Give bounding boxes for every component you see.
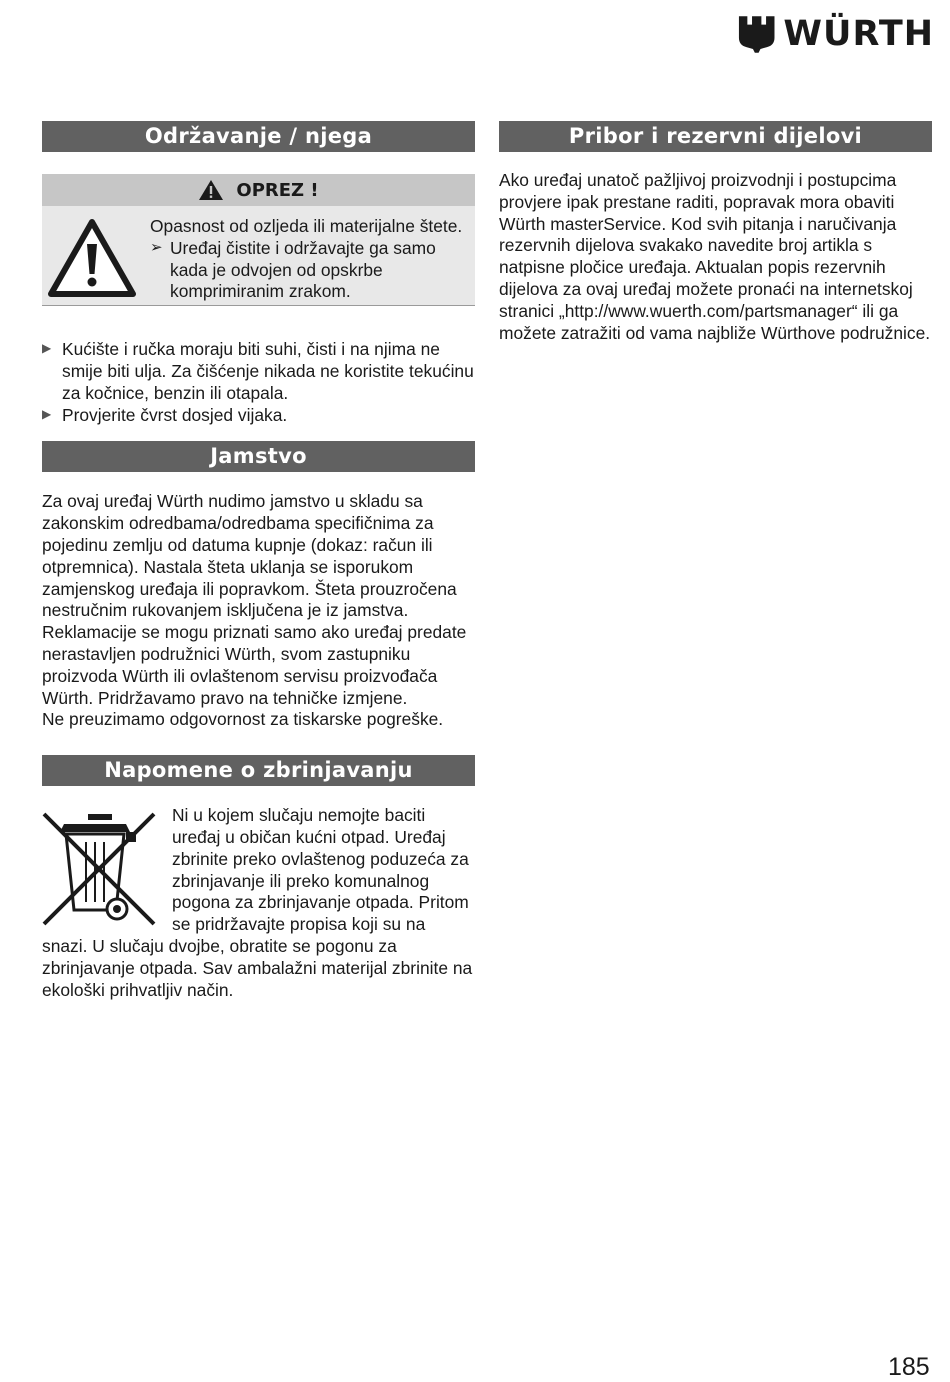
wurth-logo [738,10,934,58]
caution-text: Opasnost od ozljeda ili materijalne štete. [150,216,463,236]
caution-step-text: Uređaj čistite i održavajte ga samo kada je odvojen od opskrbe komprimiranim zrakom. [170,237,436,302]
warranty-text: Za ovaj uređaj Würth nudimo jamstvo u skladu sa zakonskim odredbama/odredbama specifičnima za pojedinu zemlju od datuma kupnje (dokaz: račun ili otpremnica). Nastala šteta uklanja se isporukom zamjenskog uređaja ili popravkom. Šteta prouzročena nestručnim rukovanjem isključena je iz jamstva. Reklamacije se mogu priznati samo ako uređaj predate nerastavljen podružnici Würth, svom zastupniku proizvoda Würth ili ovlaštenom servisu proizvođača Würth. Pridržavamo pravo na tehničke izmjene. [42,491,467,708]
caution-box [42,174,475,306]
maintenance-title: Održavanje / njega [42,121,475,152]
warning-icon-wrap [42,216,142,303]
warranty-title: Jamstvo [42,441,475,472]
caution-step [150,238,471,303]
warranty-text-block [42,491,475,731]
bullet-item [42,339,475,404]
brand-name: WÜRTH [783,13,934,54]
bullet-text: Kućište i ručka moraju biti suhi, čisti i na njima ne smije biti ulja. Za čišćenje nikada ne koristite tekućinu za kočnice, benzin ili otapala. [62,339,474,403]
disposal-text: Ni u kojem slučaju nemojte baciti uređaj u običan kućni otpad. Uređaj zbrinite preko ovlaštenog poduzeća za zbrinjavanje ili preko komunalnog pogona za zbrinjavanje otpada. Pritom se pridržavajte propisa koji su na snazi. U slučaju dvojbe, obratite se pogonu za zbrinjavanje otpada. Sav ambalažni materijal zbrinite na ekološki prihvatljiv način. [42,805,473,1000]
maintenance-bullets [42,339,475,426]
accessories-title: Pribor i rezervni dijelovi [499,121,932,152]
bullet-item [42,405,475,427]
accessories-text: Ako uređaj unatoč pažljivoj proizvodnji i postupcima provjere ipak prestane raditi, popravak mora obaviti Würth masterService. Kod svih pitanja i naručivanja rezervnih dijelova svakako navedite broj artikla s natpisne pločice uređaja. Aktualan popis rezervnih dijelova za ovaj uređaj možete pronaći na internetskoj stranici „http://www.wuerth.com/partsmanager“ ili ga možete zatražiti od vama najbliže Würthove podružnice. [499,170,931,343]
wurth-emblem-icon [738,12,775,56]
bullet-triangle-icon: ▶ [42,341,52,356]
left-column [42,121,475,1001]
caution-header [42,174,475,206]
right-column [499,121,932,344]
disposal-body [42,805,475,1001]
arrow-icon: ➢ [150,238,163,256]
bullet-triangle-icon: ▶ [42,406,52,421]
page-number: 185 [888,1353,930,1381]
warranty-text-2: Ne preuzimamo odgovornost za tiskarske pogreške. [42,709,444,730]
disposal-title: Napomene o zbrinjavanju [42,755,475,786]
bullet-text: Provjerite čvrst dosjed vijaka. [62,404,288,425]
caution-title: OPREZ ! [236,179,319,201]
crossed-out-bin-icon [42,810,158,928]
caution-text-block [142,216,475,303]
warning-triangle-icon [47,218,137,298]
disposal-section [42,755,475,1001]
warning-small-icon [198,179,224,201]
caution-body [42,206,475,305]
warranty-section [42,441,475,731]
